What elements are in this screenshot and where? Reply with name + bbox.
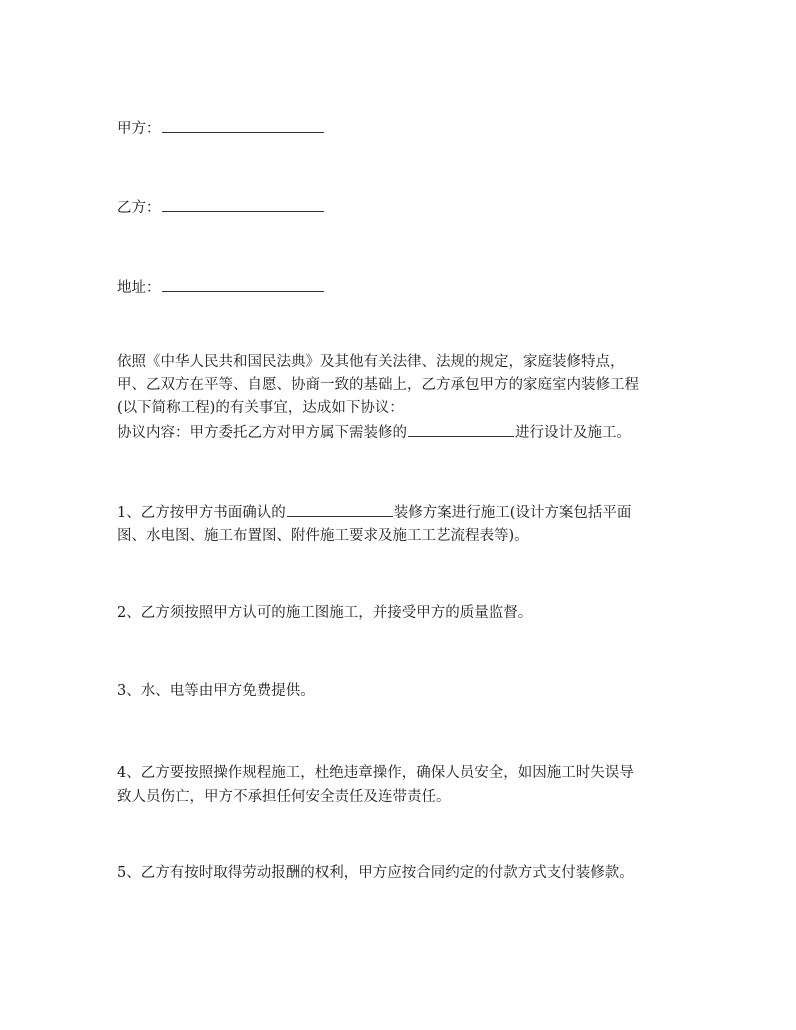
address-field — [117, 277, 325, 300]
intro-line-3: (以下简称工程)的有关事宜，达成如下协议： — [117, 400, 404, 416]
agreement-content-suffix: 进行设计及施工。 — [515, 425, 631, 441]
party-a-blank — [162, 118, 324, 133]
clause-2: 2、乙方须按照甲方认可的施工图施工，并接受甲方的质量监督。 — [117, 605, 533, 621]
address-label: 地址： — [117, 280, 161, 296]
agreement-content-line — [117, 422, 631, 445]
clause-4-line-1: 4、乙方要按照操作规程施工，杜绝违章操作，确保人员安全，如因施工时失误导 — [117, 765, 634, 781]
clause-1-line-1 — [117, 502, 631, 525]
clause-3: 3、水、电等由甲方免费提供。 — [117, 683, 315, 699]
intro-line-1: 依照《中华人民共和国民法典》及其他有关法律、法规的规定，家庭装修特点， — [117, 354, 625, 370]
clause-1-blank — [287, 502, 393, 517]
party-a-field — [117, 118, 325, 141]
intro-line-2: 甲、乙双方在平等、自愿、协商一致的基础上，乙方承包甲方的家庭室内装修工程 — [117, 377, 639, 393]
clause-1-prefix: 1、乙方按甲方书面确认的 — [117, 505, 286, 521]
address-blank — [162, 277, 324, 292]
clause-1-line-2: 图、水电图、施工布置图、附件施工要求及施工工艺流程表等)。 — [117, 528, 529, 544]
party-b-field — [117, 197, 325, 220]
party-b-label: 乙方： — [117, 200, 161, 216]
party-b-blank — [162, 197, 324, 212]
agreement-content-prefix: 协议内容：甲方委托乙方对甲方属下需装修的 — [117, 425, 407, 441]
agreement-project-blank — [408, 422, 514, 437]
party-a-label: 甲方： — [117, 121, 161, 137]
clause-1-suffix: 装修方案进行施工(设计方案包括平面 — [393, 505, 632, 521]
clause-4-line-2: 致人员伤亡，甲方不承担任何安全责任及连带责任。 — [117, 789, 451, 805]
clause-5: 5、乙方有按时取得劳动报酬的权利，甲方应按合同约定的付款方式支付装修款。 — [117, 865, 634, 881]
